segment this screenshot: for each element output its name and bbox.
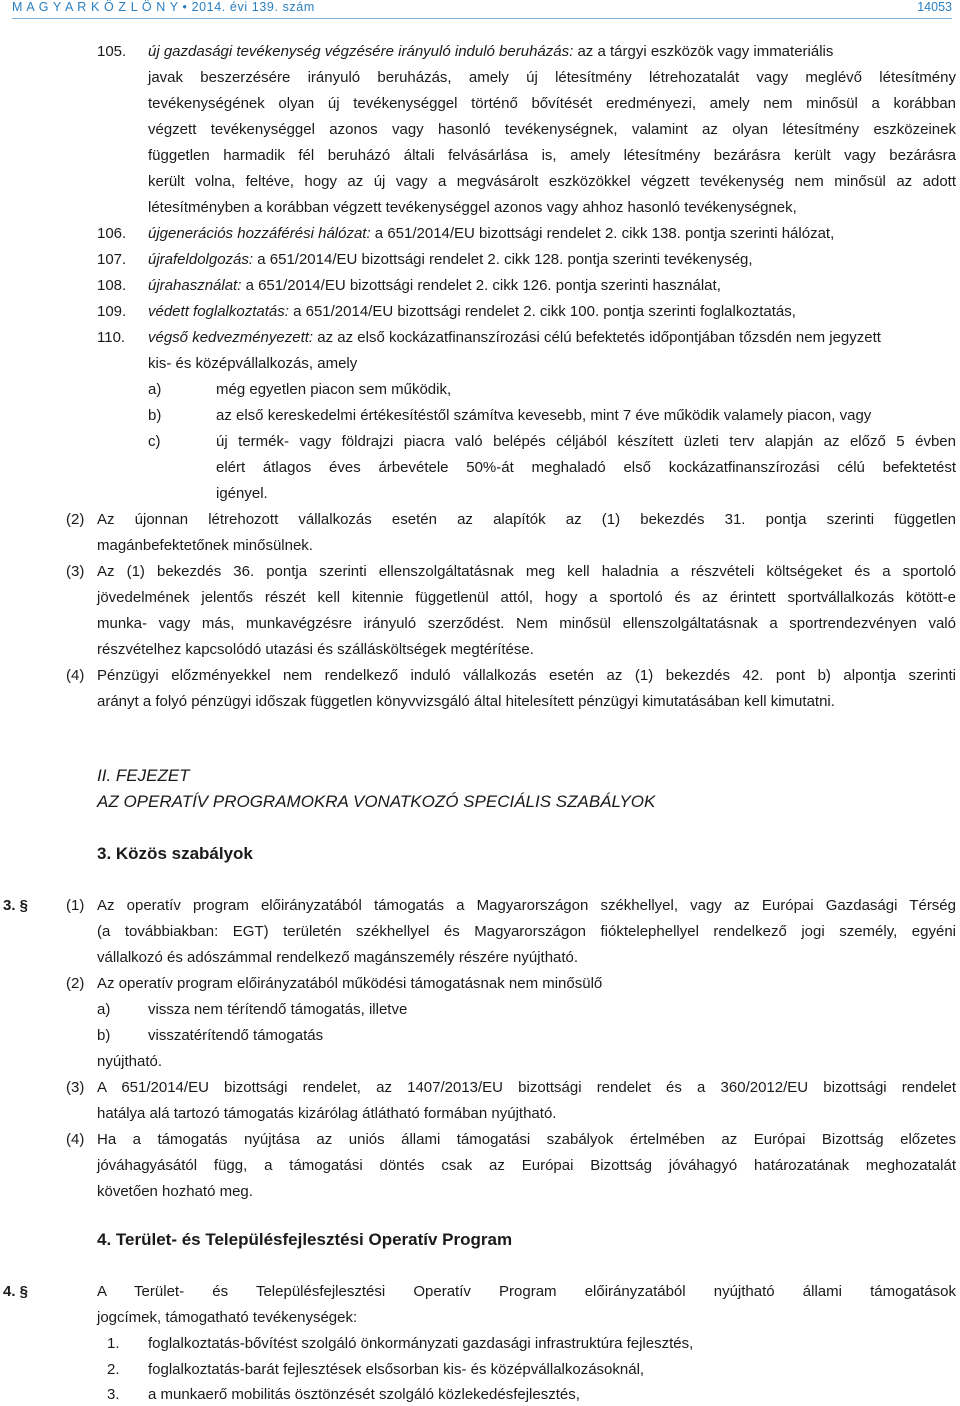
- paragraph-line: részvételhez kapcsolódó utazási és szállásköltségek megtérítése.: [97, 641, 534, 658]
- paragraph-line: jogcímek, támogatható tevékenységek:: [97, 1309, 358, 1326]
- def-105-line: javak beszerzésére irányuló beruházás, amely új létesítmény létrehozatalát vagy meglévő létesítmény: [148, 69, 956, 86]
- paragraph-line: (a továbbiakban: EGT) területén székhellyel és Magyarországon fióktelephellyel rendelkező jogi személy, egyéni: [97, 923, 956, 940]
- item-text: az első kereskedelmi értékesítéstől számítva kevesebb, mint 7 éve működik valamely piacon, vagy: [216, 407, 872, 424]
- item-text: visszatérítendő támogatás: [148, 1027, 324, 1044]
- item-text: vissza nem térítendő támogatás, illetve: [148, 1001, 408, 1018]
- def-term: új gazdasági tevékenység végzésére irányuló induló beruházás:: [148, 43, 574, 60]
- paragraph-number: (2): [66, 975, 85, 992]
- def-term: végső kedvezményezett:: [148, 329, 314, 346]
- chapter-title: AZ OPERATÍV PROGRAMOKRA VONATKOZÓ SPECIÁLIS SZABÁLYOK: [97, 792, 656, 811]
- paragraph-line: nyújtható.: [97, 1053, 163, 1070]
- def-108: újrahasználat: a 651/2014/EU bizottsági rendelet 2. cikk 126. pontja szerinti használat,: [148, 277, 721, 294]
- def-term: újgenerációs hozzáférési hálózat:: [148, 225, 371, 242]
- def-105-line: tevékenységének olyan új tevékenységgel történő bővítését eredményezi, amely nem minősül a korábban: [148, 95, 956, 112]
- def-number: 106.: [97, 225, 127, 242]
- paragraph-line: jövedelmének jelentős részét kell kitennie függetlenül attól, hogy a sportoló és az érintett sportvállalkozás kötött-e: [97, 589, 956, 606]
- paragraph-line: hatálya alá tartozó támogatás kizárólag átlátható formában nyújtható.: [97, 1105, 557, 1122]
- item-label: b): [148, 407, 162, 424]
- def-number: 108.: [97, 277, 127, 294]
- def-term: újrafeldolgozás:: [148, 251, 254, 268]
- def-number: 110.: [97, 329, 126, 346]
- item-label: a): [97, 1001, 111, 1018]
- item-text: a munkaerő mobilitás ösztönzését szolgáló közlekedésfejlesztés,: [148, 1386, 580, 1403]
- item-text: foglalkoztatás-barát fejlesztések elsősorban kis- és középvállalkozásoknál,: [148, 1361, 645, 1378]
- item-text: új termék- vagy földrajzi piacra való belépés céljából készített üzleti terv alapján az előző 5 évben: [216, 433, 956, 450]
- paragraph-number: (4): [66, 667, 85, 684]
- paragraph-line: jóváhagyásától függ, a támogatási döntés csak az Európai Bizottság jóváhagyó határozatának meghozatalát: [97, 1157, 956, 1174]
- item-text: foglalkoztatás-bővítést szolgáló önkormányzati gazdasági infrastruktúra fejlesztés,: [148, 1335, 694, 1352]
- item-label: c): [148, 433, 161, 450]
- def-number: 105.: [97, 43, 127, 60]
- paragraph-number: (3): [66, 1079, 85, 1096]
- def-110-line-2: kis- és középvállalkozás, amely: [148, 355, 358, 372]
- item-number: 3.: [107, 1386, 120, 1403]
- section-mark: 4. §: [3, 1283, 29, 1300]
- paragraph-line: A 651/2014/EU bizottsági rendelet, az 1407/2013/EU bizottsági rendelet és a 360/2012/EU bizottsági rendelet: [97, 1079, 956, 1096]
- item-label: b): [97, 1027, 111, 1044]
- item-number: 2.: [107, 1361, 120, 1378]
- paragraph-number: (2): [66, 511, 85, 528]
- paragraph-line: Az (1) bekezdés 36. pontja szerinti ellenszolgáltatásnak meg kell haladnia a részvételi költségeket és a sportoló: [97, 563, 956, 580]
- paragraph-line: magánbefektetőnek minősülnek.: [97, 537, 313, 554]
- def-109: védett foglalkoztatás: a 651/2014/EU bizottsági rendelet 2. cikk 100. pontja szerinti foglalkoztatás,: [148, 303, 796, 320]
- paragraph-line: Pénzügyi előzményekkel nem rendelkező induló vállalkozás esetén az (1) bekezdés 42. pont b) alpontja szerinti: [97, 667, 956, 684]
- item-text: elért átlagos éves árbevétele 50%-át meghaladó első kockázatfinanszírozási célú befektetést: [216, 459, 956, 476]
- paragraph-number: (3): [66, 563, 85, 580]
- item-label: a): [148, 381, 162, 398]
- paragraph-line: Az újonnan létrehozott vállalkozás esetén az alapítók az (1) bekezdés 31. pontja szerinti független: [97, 511, 956, 528]
- def-105-line: került volna, feltéve, hogy az új vagy a megvásárolt eszközökkel végzett tevékenység nem minősül az adott: [148, 173, 956, 190]
- paragraph-number: (4): [66, 1131, 85, 1148]
- paragraph-number: (1): [66, 897, 85, 914]
- chapter-number: II. FEJEZET: [97, 766, 190, 785]
- paragraph-line: A Terület- és Településfejlesztési Operatív Program előirányzatából nyújtható állami támogatások: [97, 1283, 956, 1300]
- def-107: újrafeldolgozás: a 651/2014/EU bizottsági rendelet 2. cikk 128. pontja szerinti tevékenység,: [148, 251, 753, 268]
- def-term: védett foglalkoztatás:: [148, 303, 289, 320]
- paragraph-line: arányt a folyó pénzügyi időszak független könyvvizsgáló által hitelesített pénzügyi kimutatásában kell kimutatni.: [97, 693, 835, 710]
- def-105-line: végzett tevékenységgel azonos vagy hasonló tevékenységnek, valamint az olyan létesítmény eszközeinek: [148, 121, 956, 138]
- def-term: újrahasználat:: [148, 277, 242, 294]
- def-106: újgenerációs hozzáférési hálózat: a 651/2014/EU bizottsági rendelet 2. cikk 138. pontja szerinti hálózat,: [148, 225, 835, 242]
- paragraph-line: Az operatív program előirányzatából támogatás a Magyarországon székhellyel, vagy az Európai Gazdasági Térség: [97, 897, 956, 914]
- def-number: 107.: [97, 251, 127, 268]
- page-number: 14053: [917, 0, 952, 14]
- section-mark: 3. §: [3, 897, 29, 914]
- def-number: 109.: [97, 303, 127, 320]
- def-105-line-1: új gazdasági tevékenység végzésére irányuló induló beruházás: az a tárgyi eszközök vagy immateriális: [148, 43, 834, 60]
- paragraph-line: vállalkozó és adószámmal rendelkező magánszemély részére nyújtható.: [97, 949, 579, 966]
- paragraph-line: Ha a támogatás nyújtása az uniós állami támogatási szabályok értelmében az Európai Bizottság előzetes: [97, 1131, 956, 1148]
- def-105-line: független harmadik fél beruházó általi felvásárlása is, amely létesítmény bezárásra került vagy bezárásra: [148, 147, 956, 164]
- paragraph-line: Az operatív program előirányzatából működési támogatásnak nem minősülő: [97, 975, 603, 992]
- section-title: 4. Terület- és Településfejlesztési Operatív Program: [97, 1230, 513, 1249]
- journal-title: M A G Y A R K Ö Z L Ö N Y • 2014. évi 139. szám: [12, 0, 315, 14]
- def-105-line: létesítményben a korábban végzett tevékenységgel azonos vagy ahhoz hasonló tevékenységnek,: [148, 199, 797, 216]
- def-110-line-1: végső kedvezményezett: az az első kockázatfinanszírozási célú befektetés időpontjában tőzsdén nem jegyzett: [148, 329, 881, 346]
- item-number: 1.: [107, 1335, 120, 1352]
- paragraph-line: követően hozható meg.: [97, 1183, 253, 1200]
- paragraph-line: munka- vagy más, munkavégzésre irányuló szerződést. Nem minősül ellenszolgáltatásnak a sportrendezvényen való: [97, 615, 956, 632]
- section-title: 3. Közös szabályok: [97, 844, 253, 863]
- item-text: igényel.: [216, 485, 268, 502]
- item-text: még egyetlen piacon sem működik,: [216, 381, 452, 398]
